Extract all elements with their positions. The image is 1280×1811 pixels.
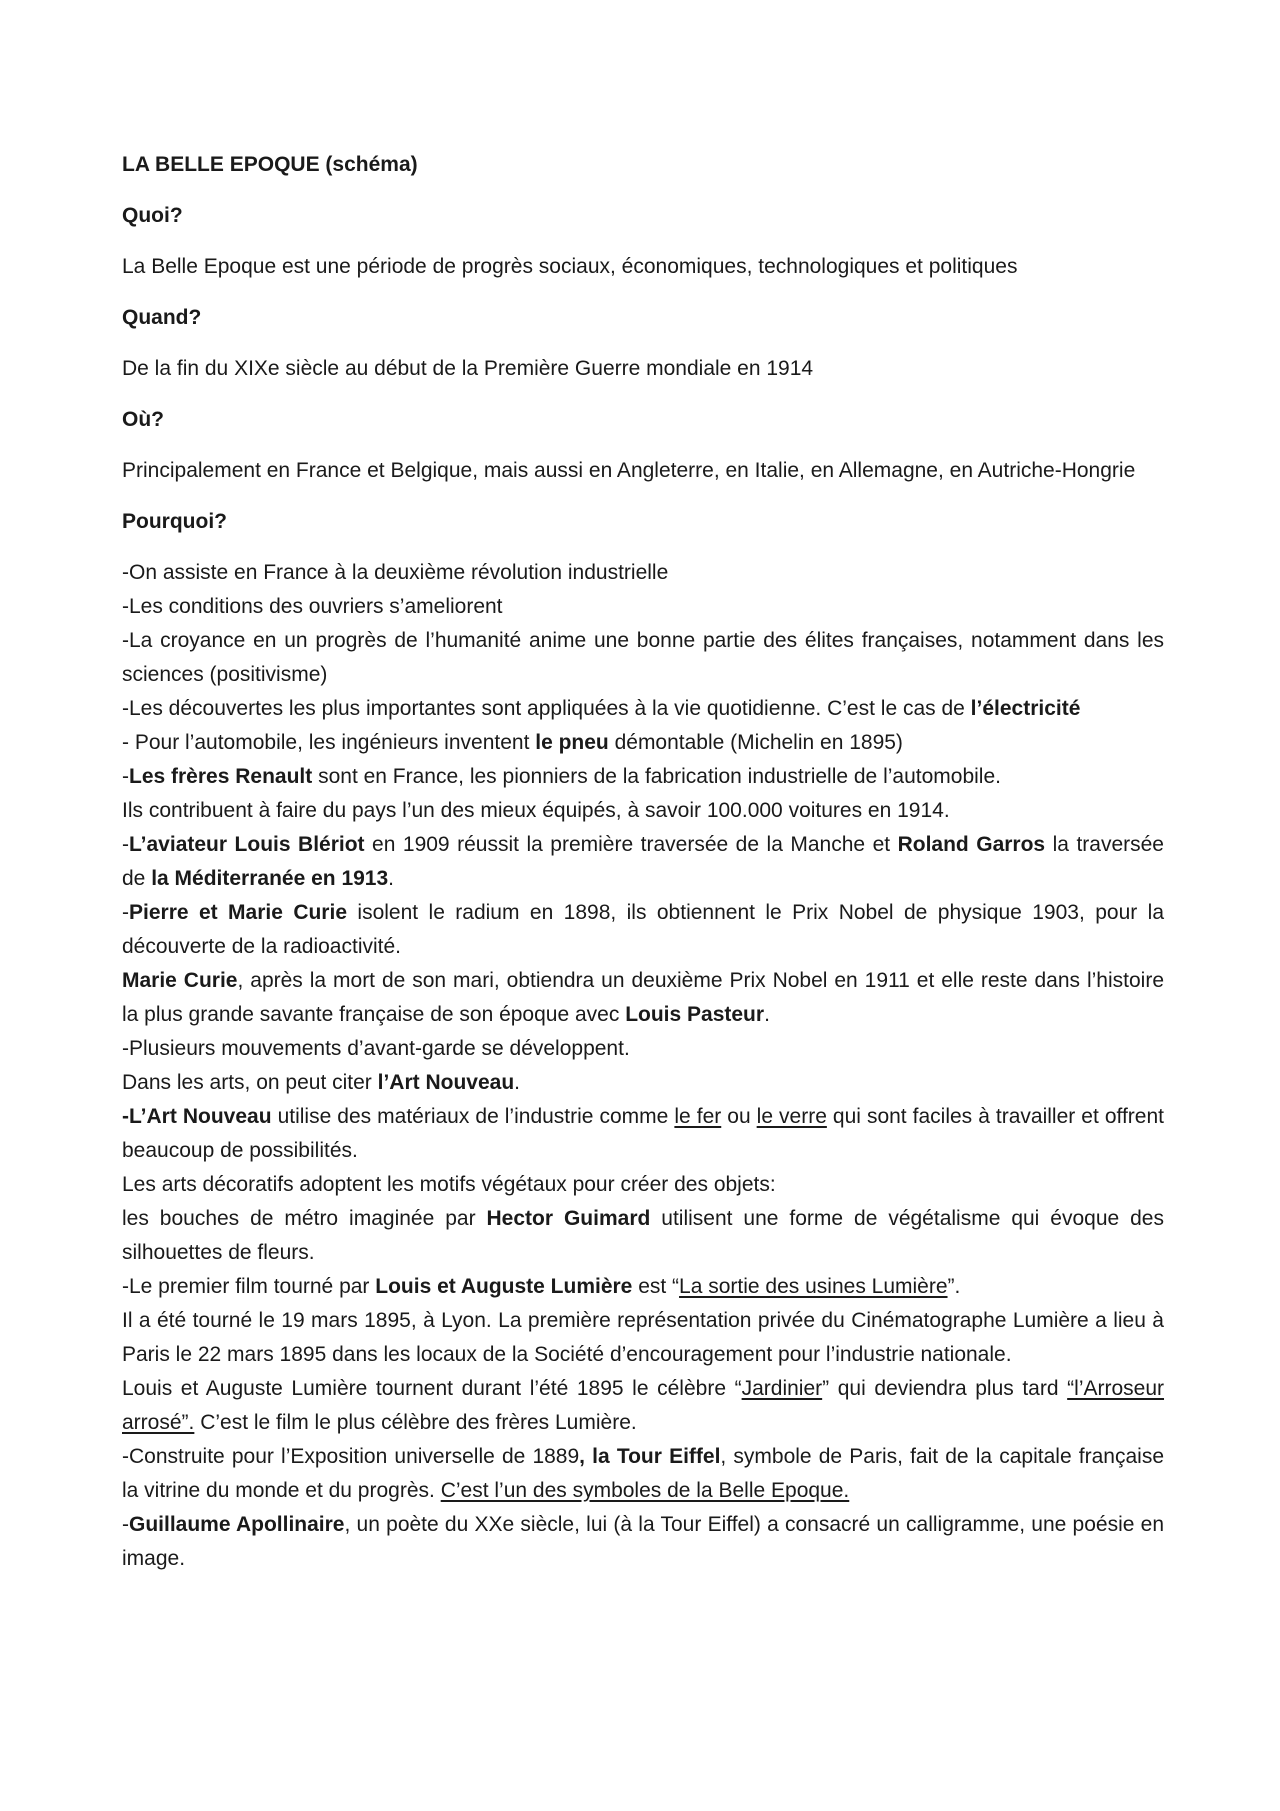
list-item: -Plusieurs mouvements d’avant-garde se développent. [122, 1037, 630, 1060]
document-page [122, 148, 1164, 1576]
list-item: Il a été tourné le 19 mars 1895, à Lyon. La première représentation privée du Cinématographe Lumière a lieu à Paris le 22 mars 1895 dans les locaux de la Société d’encouragement pour l’industrie nationale. [122, 1309, 1164, 1366]
list-item: -La croyance en un progrès de l’humanité anime une bonne partie des élites françaises, notamment dans les sciences (positivisme) [122, 629, 1164, 686]
paragraph-quoi: La Belle Epoque est une période de progrès sociaux, économiques, technologiques et politiques [122, 255, 1018, 278]
list-item: -L’aviateur Louis Blériot en 1909 réussit la première traversée de la Manche et Roland Garros la traversée de la Méditerranée en 1913. [122, 833, 1164, 890]
heading-pourquoi: Pourquoi? [122, 510, 227, 533]
document-title: LA BELLE EPOQUE (schéma) [122, 153, 418, 176]
heading-quand: Quand? [122, 306, 202, 329]
list-item: -Les frères Renault sont en France, les pionniers de la fabrication industrielle de l’automobile. [122, 765, 1001, 788]
pourquoi-list [122, 556, 1164, 1576]
list-item: Les arts décoratifs adoptent les motifs végétaux pour créer des objets: [122, 1173, 776, 1196]
list-item: -Guillaume Apollinaire, un poète du XXe siècle, lui (à la Tour Eiffel) a consacré un calligramme, une poésie en image. [122, 1513, 1164, 1570]
list-item: Ils contribuent à faire du pays l’un des mieux équipés, à savoir 100.000 voitures en 1914. [122, 799, 950, 822]
list-item: -Le premier film tourné par Louis et Auguste Lumière est “La sortie des usines Lumière”. [122, 1275, 961, 1298]
list-item: Dans les arts, on peut citer l’Art Nouveau. [122, 1071, 520, 1094]
list-item: -On assiste en France à la deuxième révolution industrielle [122, 561, 669, 584]
list-item: -Les découvertes les plus importantes sont appliquées à la vie quotidienne. C’est le cas de l’électricité [122, 697, 1081, 720]
list-item: -Les conditions des ouvriers s’ameliorent [122, 595, 503, 618]
heading-ou: Où? [122, 408, 164, 431]
list-item: Marie Curie, après la mort de son mari, obtiendra un deuxième Prix Nobel en 1911 et elle reste dans l’histoire la plus grande savante française de son époque avec Louis Pasteur. [122, 969, 1164, 1026]
list-item: les bouches de métro imaginée par Hector Guimard utilisent une forme de végétalisme qui évoque des silhouettes de fleurs. [122, 1207, 1164, 1264]
list-item: -L’Art Nouveau utilise des matériaux de l’industrie comme le fer ou le verre qui sont faciles à travailler et offrent beaucoup de possibilités. [122, 1105, 1164, 1162]
list-item: - Pour l’automobile, les ingénieurs inventent le pneu démontable (Michelin en 1895) [122, 731, 903, 754]
heading-quoi: Quoi? [122, 204, 183, 227]
paragraph-ou: Principalement en France et Belgique, mais aussi en Angleterre, en Italie, en Allemagne, en Autriche-Hongrie [122, 459, 1136, 482]
list-item: -Pierre et Marie Curie isolent le radium en 1898, ils obtiennent le Prix Nobel de physique 1903, pour la découverte de la radioactivité. [122, 901, 1164, 958]
list-item: Louis et Auguste Lumière tournent durant l’été 1895 le célèbre “Jardinier” qui deviendra plus tard “l’Arroseur arrosé”. C’est le film le plus célèbre des frères Lumière. [122, 1377, 1165, 1434]
list-item: -Construite pour l’Exposition universelle de 1889, la Tour Eiffel, symbole de Paris, fait de la capitale française la vitrine du monde et du progrès. C’est l’un des symboles de la Belle Epoque. [122, 1445, 1164, 1502]
paragraph-quand: De la fin du XIXe siècle au début de la Première Guerre mondiale en 1914 [122, 357, 814, 380]
